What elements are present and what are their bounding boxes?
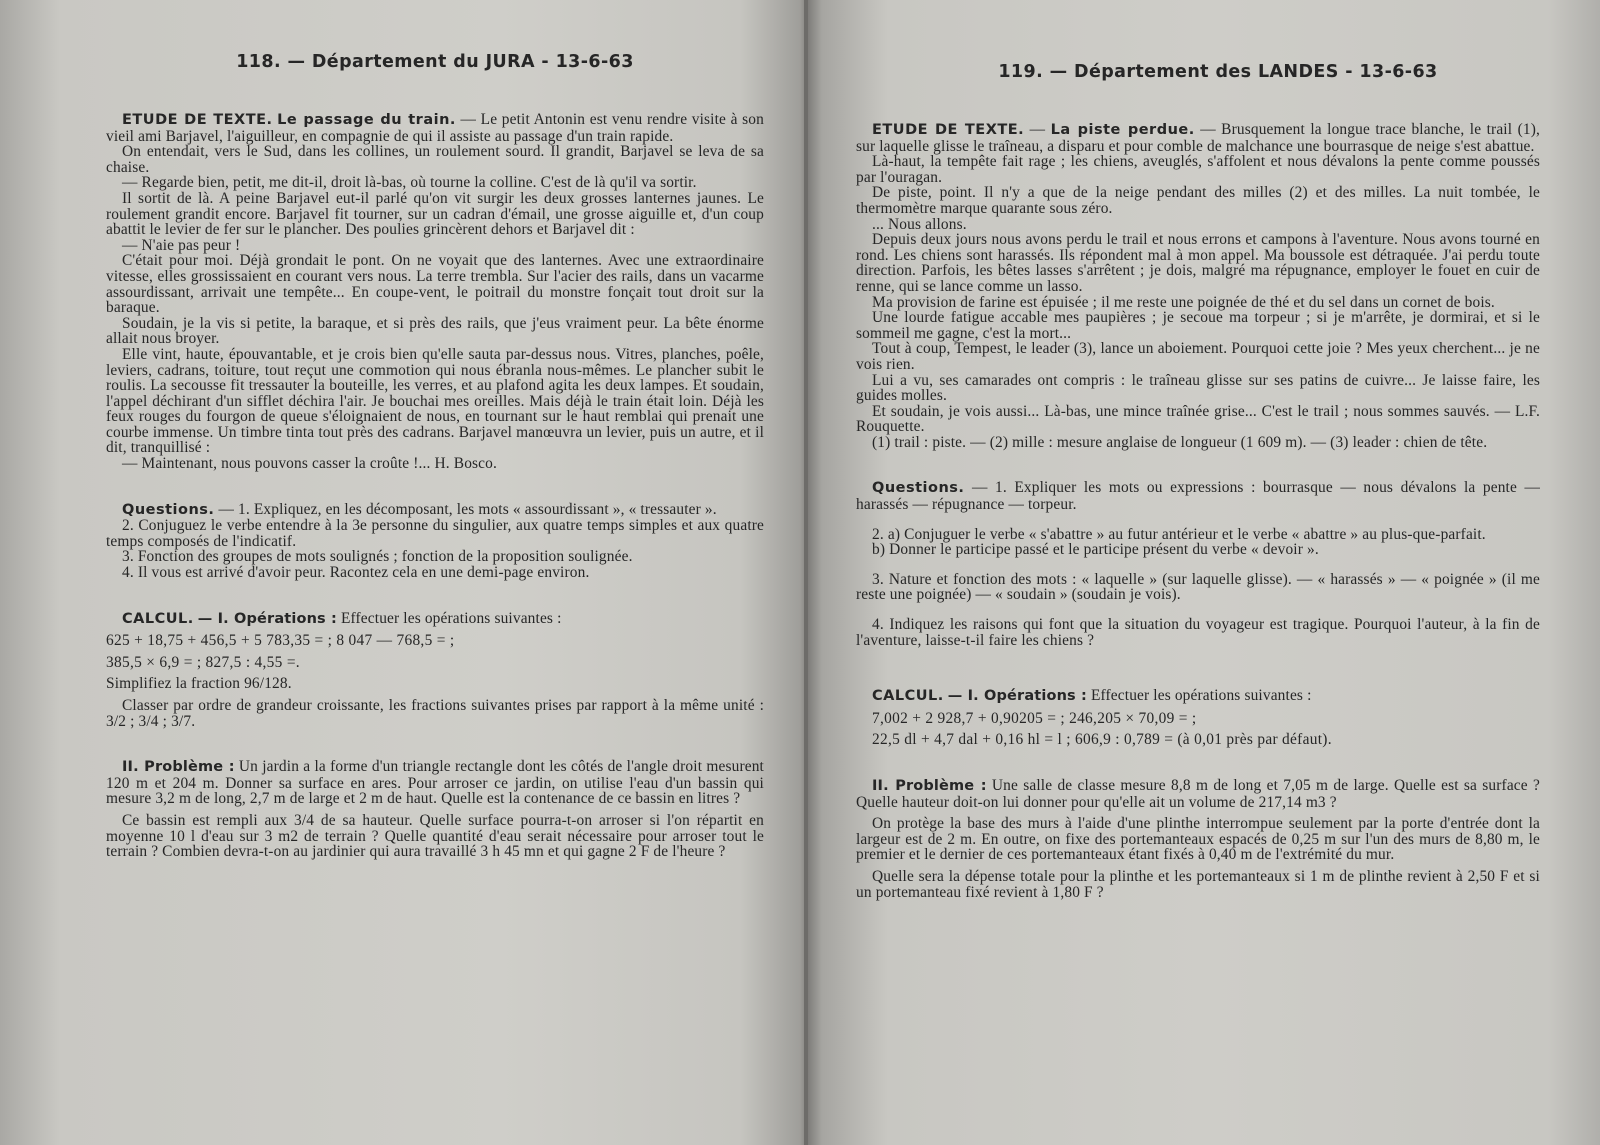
right-questions-q2b: b) Donner le participe passé et le participe présent du verbe « devoir ». <box>872 541 1319 559</box>
right-etude-p2: Là-haut, la tempête fait rage ; les chiens, aveuglés, s'affolent et nous dévalons la pente comme poussés par l'ouragan. <box>856 153 1540 186</box>
left-calcul-heading <box>106 611 764 628</box>
right-questions-q3: 3. Nature et fonction des mots : « laquelle » (sur laquelle glisse). — « harassés » — « poignée » (il me reste une poignée) — « soudain » (soudain je vois). <box>856 570 1540 604</box>
right-questions-q2a: 2. a) Conjuguer le verbe « s'abattre » au futur antérieur et le verbe « abattre » au plus-que-parfait. <box>872 525 1486 543</box>
left-page-title: 118. — Département du JURA - 13-6-63 <box>236 52 634 72</box>
right-calcul-ops-label: — I. Opérations : <box>947 688 1087 705</box>
left-questions-label: Questions. <box>122 501 215 518</box>
right-etude-p9: Lui a vu, ses camarades ont compris : le traîneau glisse sur ses patins de cuivre... Je laisse faire, les guides molles. <box>856 371 1540 405</box>
right-etude-p8: Tout à coup, Tempest, le leader (3), lance un aboiement. Pourquoi cette joie ? Mes yeux cherchent... je ne vois rien. <box>856 340 1540 373</box>
right-probleme-text1: Une salle de classe mesure 8,8 m de long et 7,05 m de large. Quelle est sa surface ? Quelle hauteur doit-on lui donner pour qu'elle ait un volume de 217,14 m3 ? <box>856 777 1540 811</box>
left-etude-p6: C'était pour moi. Déjà grondait le pont. On ne voyait que des lanternes. Avec une extraordinaire vitesse, elles grossissaient en courant vers nous. La terre trembla. Sur l'acier des rails, dans un vacarme assourdissant, arrivait une tempête... En coupe-vent, le poitrail du monstre fonçait tout droit sur la baraque. <box>106 252 764 317</box>
left-calcul-ops-intro: Effectuer les opérations suivantes : <box>340 609 562 627</box>
right-calcul-label: CALCUL. <box>872 688 944 705</box>
left-questions-q2: 2. Conjuguez le verbe entendre à la 3e personne du singulier, aux quatre temps simples et aux quatre temps composés de l'indicatif. <box>106 517 764 550</box>
left-questions-q1: — 1. Expliquez, en les décomposant, les mots « assourdissant », « tressauter ». <box>218 500 717 518</box>
left-calcul-line2: 385,5 × 6,9 = ; 827,5 : 4,55 =. <box>106 653 300 671</box>
left-calcul-line1: 625 + 18,75 + 456,5 + 5 783,35 = ; 8 047 — 768,5 = ; <box>106 632 455 650</box>
right-etude-p4: ... Nous allons. <box>872 215 967 233</box>
right-etude-p3: De piste, point. Il n'y a que de la neige pendant des milles (2) et des milles. La nuit tombée, le thermomètre marque quarante sous zéro. <box>856 184 1540 217</box>
left-calcul-line3: Simplifiez la fraction 96/128. <box>106 675 292 693</box>
right-questions-q1: — 1. Expliquer les mots ou expressions : bourrasque — nous dévalons la pente — harassés — répugnance — torpeur. <box>856 479 1540 514</box>
right-calcul-line1: 7,002 + 2 928,7 + 0,90205 = ; 246,205 × 70,09 = ; <box>872 709 1197 727</box>
left-probleme-p2: Ce bassin est rempli aux 3/4 de sa hauteur. Quelle surface pourra-t-on arroser si l'on répartit en moyenne 10 l d'eau sur 3 m2 de terrain ? Quelle quantité d'eau serait nécessaire pour arroser tout le terrain ? Combien devra-t-on au jardinier qui aura travaillé 3 h 45 mn et qui gagne 2 F de l'heure ? <box>106 811 764 861</box>
left-etude-p3: — Regarde bien, petit, me dit-il, droit là-bas, où tourne la colline. C'est de là qu'il va sortir. <box>122 174 697 192</box>
left-calcul-line4: Classer par ordre de grandeur croissante, les fractions suivantes prises par rapport à la même unité : 3/2 ; 3/4 ; 3/7. <box>106 697 764 730</box>
right-probleme-label: II. Problème : <box>872 778 987 794</box>
right-questions-q1-line <box>856 480 1540 512</box>
right-calcul-line2: 22,5 dl + 4,7 dal + 0,16 hl = l ; 606,9 : 0,789 = (à 0,01 près par défaut). <box>872 731 1332 749</box>
right-etude-label: ETUDE DE TEXTE. <box>872 122 1025 138</box>
right-page-title: 119. — Département des LANDES - 13-6-63 <box>998 62 1438 82</box>
left-etude-label: ETUDE DE TEXTE. <box>122 112 273 128</box>
left-calcul-ops-label: — I. Opérations : <box>197 610 337 627</box>
left-probleme-text1: Un jardin a la forme d'un triangle rectangle dont les côtés de l'angle droit mesurent 120 m et 204 m. Donner sa surface en ares. Pour arroser ce jardin, on utilise l'eau d'un bassin qui mesure 3,2 m de long, 2,7 m de large et 2 m de haut. Quelle est la contenance de ce bassin en litres ? <box>106 758 764 808</box>
left-etude-subject: Le passage du train. <box>277 112 456 128</box>
left-etude-p7: Soudain, je la vis si petite, la baraque, et si près des rails, que j'eus vraiment peur. La bête énorme allait nous broyer. <box>106 314 764 348</box>
right-etude-notes: (1) trail : piste. — (2) mille : mesure anglaise de longueur (1 609 m). — (3) leader : chien de tête. <box>872 433 1488 451</box>
right-calcul-heading <box>856 688 1540 705</box>
right-etude-intro: ETUDE DE TEXTE. — La piste perdue. — Brusquement la longue trace blanche, le trail (1), sur laquelle glisse le traîneau, a disparu et pour comble de malchance une bourrasque de neige s'est abattue. <box>856 121 1540 155</box>
left-etude-p9: — Maintenant, nous pouvons casser la croûte !... H. Bosco. <box>122 455 498 473</box>
left-calcul-label: CALCUL. <box>122 610 194 627</box>
right-calcul-ops-intro: Effectuer les opérations suivantes : <box>1090 687 1312 705</box>
right-etude-p1: Brusquement la longue trace blanche, le trail (1), sur laquelle glisse le traîneau, a disparu et pour comble de malchance une bourrasque de neige s'est abattue. <box>856 121 1540 155</box>
right-probleme-p1 <box>856 778 1540 810</box>
right-etude-p10: Et soudain, je vois aussi... Là-bas, une mince traînée grise... C'est le trail ; nous sommes sauvés. — L.F. Rouquette. <box>856 402 1540 436</box>
left-etude-p5: — N'aie pas peur ! <box>122 236 241 254</box>
left-etude-p8: Elle vint, haute, épouvantable, et je crois bien qu'elle sauta par-dessus nous. Vitres, planches, poêle, leviers, cadrans, toiture, tout reçut une commotion qui nous ébranla nous-mêmes. Le plancher subit le roulis. La secousse fit tressauter la bouteille, les verres, et au plafond agita les deux lampes. Et soudain, l'appel déchirant d'un sifflet déchira l'air. Je bouchai mes oreilles. Mais déjà le train était loin. Déjà les feux rouges du fourgon de queue s'éloignaient de nous, en tournant sur le haut remblai qui prenait une courbe immense. Un timbre tinta tout près des cadrans. Barjavel manœuvra un levier, puis un autre, et il dit, tranquillisé : <box>106 345 764 457</box>
left-probleme-p1 <box>106 759 764 807</box>
left-etude-p4: Il sortit de là. A peine Barjavel eut-il parlé qu'on vit surgir les deux grosses lanternes jaunes. Le roulement grandit encore. Barjavel fit tourner, sur un cadran d'émail, une grosse aiguille et, d'un coup abattit le levier de fer sur le plancher. Des poulies grincèrent dehors et Barjavel dit : <box>106 189 764 239</box>
left-questions-q4: 4. Il vous est arrivé d'avoir peur. Racontez cela en une demi-page environ. <box>122 564 590 582</box>
right-etude-subject: La piste perdue. <box>1050 122 1195 138</box>
left-etude-intro: ETUDE DE TEXTE. Le passage du train. — Le petit Antonin est venu rendre visite à son vieil ami Barjavel, l'aiguilleur, en compagnie de qui il assiste au passage d'un train rapide. <box>106 111 765 145</box>
left-probleme-label: II. Problème : <box>122 759 235 776</box>
right-etude-p6: Ma provision de farine est épuisée ; il me reste une poignée de thé et du sel dans un cornet de bois. <box>872 293 1495 311</box>
left-etude-p1: Le petit Antonin est venu rendre visite à son vieil ami Barjavel, l'aiguilleur, en compagnie de qui il assiste au passage d'un train rapide. <box>106 111 765 145</box>
left-questions-q3: 3. Fonction des groupes de mots soulignés ; fonction de la proposition soulignée. <box>122 548 633 566</box>
right-probleme-p3: Quelle sera la dépense totale pour la plinthe et les portemanteaux si 1 m de plinthe revient à 2,50 F et si un portemanteau fixé revient à 1,80 F ? <box>856 867 1540 901</box>
right-etude-p7: Une lourde fatigue accable mes paupières ; je secoue ma torpeur ; si je m'arrête, je dormirai, et si le sommeil me gagne, c'est la mort... <box>856 309 1540 342</box>
right-questions-label: Questions. <box>872 480 965 497</box>
right-questions-q4: 4. Indiquez les raisons qui font que la situation du voyageur est tragique. Pourquoi l'auteur, à la fin de l'aventure, laisse-t-il faire les chiens ? <box>856 616 1540 649</box>
right-probleme-p2: On protège la base des murs à l'aide d'une plinthe interrompue seulement par la porte d'entrée dont la largeur est de 2 m. En outre, on fixe des portemanteaux espacés de 0,25 m sur l'un des murs de 8,80 m, le premier et le dernier de ces portemanteaux étant fixés à 0,40 m de l'extrémité du mur. <box>856 815 1540 864</box>
right-etude-p5: Depuis deux jours nous avons perdu le trail et nous errons et campons à l'aventure. Nous avons tourné en rond. Les chiens sont harassés. Ils répondent mal à mon appel. Ma boussole est détraquée. J'ai perdu toute direction. Parfois, les bêtes lasses s'arrêtent ; je dois, malgré ma répugnance, employer le fouet en cuir de renne, qui se lance comme un lasso. <box>856 231 1540 295</box>
right-page <box>808 0 1600 1145</box>
left-etude-p2: On entendait, vers le Sud, dans les collines, un roulement sourd. Il grandit, Barjavel se leva de sa chaise. <box>106 143 764 176</box>
left-questions-q1-line <box>106 502 764 519</box>
